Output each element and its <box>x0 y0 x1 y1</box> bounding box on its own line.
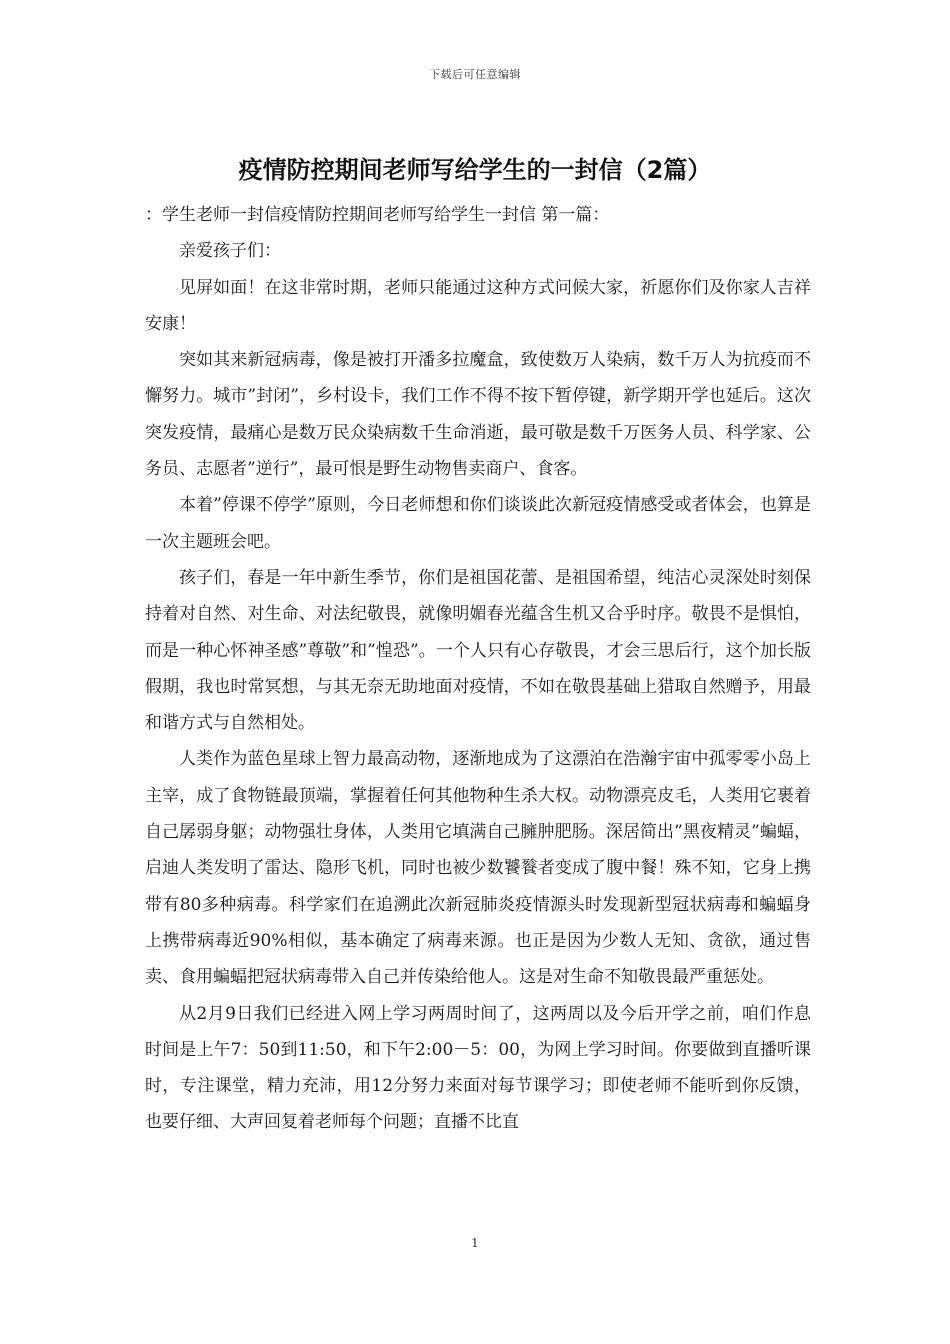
paragraph-greeting: 亲爱孩子们： <box>179 241 281 262</box>
document-title: 疫情防控期间老师写给学生的一封信（2篇） <box>238 156 712 184</box>
document-body <box>145 197 811 1141</box>
paragraph: 见屏如面！在这非常时期，老师只能通过这种方式问候大家，祈愿你们及你家人吉祥安康！ <box>145 277 811 334</box>
paragraph: 本着”停课不停学”原则，今日老师想和你们谈谈此次新冠疫情感受或者体会，也算是一次主题班会吧。 <box>145 495 811 552</box>
paragraph: 孩子们，春是一年中新生季节，你们是祖国花蕾、是祖国希望，纯洁心灵深处时刻保持着对自然、对生命、对法纪敬畏，就像明媚春光蕴含生机又合乎时序。敬畏不是惧怕，而是一种心怀神圣感”尊敬”和”惶恐”。一个人只有心存敬畏，才会三思后行，这个加长版假期，我也时常冥想，与其无奈无助地面对疫情，不如在敬畏基础上猎取自然赠予，用最和谐方式与自然相处。 <box>145 567 811 734</box>
header-note: 下载后可任意编辑 <box>429 68 521 81</box>
paragraph: 从2月9日我们已经进入网上学习两周时间了，这两周以及今后开学之前，咱们作息时间是上午7：50到11:50，和下午2:00－5：00，为网上学习时间。你要做到直播听课时，专注课堂，精力充沛，用12分努力来面对每节课学习；即使老师不能听到你反馈，也要仔细、大声回复着老师每个问题；直播不比直 <box>145 1003 811 1133</box>
paragraph: 人类作为蓝色星球上智力最高动物，逐渐地成为了这漂泊在浩瀚宇宙中孤零零小岛上主宰，成了食物链最顶端，掌握着任何其他物种生杀大权。动物漂亮皮毛，人类用它裹着自己孱弱身躯；动物强壮身体，人类用它填满自己臃肿肥肠。深居简出”黑夜精灵”蝙蝠，启迪人类发明了雷达、隐形飞机，同时也被少数饕餮者变成了腹中餐！殊不知，它身上携带有80多种病毒。科学家们在追溯此次新冠肺炎疫情源头时发现新型冠状病毒和蝙蝠身上携带病毒近90%相似，基本确定了病毒来源。也正是因为少数人无知、贪欲，通过售卖、食用蝙蝠把冠状病毒带入自己并传染给他人。这是对生命不知敬畏最严重惩处。 <box>145 749 811 988</box>
page-number: 1 <box>471 1236 479 1250</box>
intro-line: ：学生老师一封信疫情防控期间老师写给学生一封信 第一篇： <box>145 205 610 225</box>
paragraph: 突如其来新冠病毒，像是被打开潘多拉魔盒，致使数万人染病，数千万人为抗疫而不懈努力。城市”封闭”，乡村设卡，我们工作不得不按下暂停键，新学期开学也延后。这次突发疫情，最痛心是数万民众染病数千生命消逝，最可敬是数千万医务人员、科学家、公务员、志愿者”逆行”，最可恨是野生动物售卖商户、食客。 <box>145 350 811 480</box>
